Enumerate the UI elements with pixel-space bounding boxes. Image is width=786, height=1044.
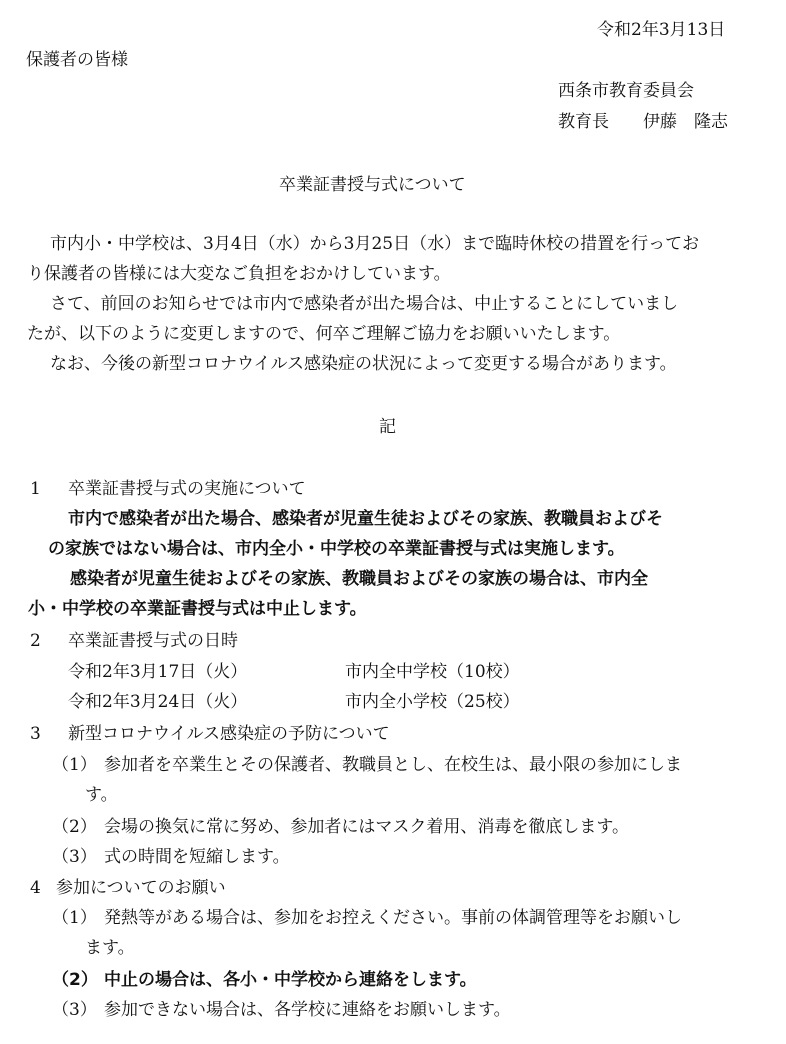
intro-p1-line1: 市内小・中学校は、3月4日（水）から3月25日（水）まで臨時休校の措置を行ってお (50, 234, 700, 254)
schedule-date-1: 令和2年3月17日（火） (68, 662, 248, 682)
section3-item3-line1: 式の時間を短縮します。 (104, 847, 290, 867)
section1-number: 1 (30, 479, 41, 499)
section4-number: 4 (30, 878, 41, 898)
section4-heading: 参加についてのお願い (56, 878, 226, 898)
sender-title: 教育長 (558, 112, 609, 132)
section3-item3-number: （3） (52, 847, 97, 867)
section4-item2-line1: 中止の場合は、各小・中学校から連絡をします。 (104, 970, 477, 990)
section1-bold2-line1: 感染者が児童生徒およびその家族、教職員およびその家族の場合は、市内全 (70, 569, 648, 589)
section4-item3-line1: 参加できない場合は、各学校に連絡をお願いします。 (104, 1000, 511, 1020)
schedule-target-2: 市内全小学校（25校） (345, 692, 520, 712)
section1-heading: 卒業証書授与式の実施について (68, 479, 306, 499)
schedule-target-1: 市内全中学校（10校） (345, 662, 520, 682)
intro-p1-line2: り保護者の皆様には大変なご負担をおかけしています。 (27, 264, 451, 284)
section3-item1-line2: す。 (85, 785, 118, 805)
recipient: 保護者の皆様 (26, 50, 128, 70)
sender-name: 伊藤 隆志 (643, 112, 728, 132)
ki-mark: 記 (379, 417, 396, 437)
intro-p3-line1: なお、今後の新型コロナウイルス感染症の状況によって変更する場合があります。 (50, 354, 677, 374)
schedule-date-2: 令和2年3月24日（火） (68, 692, 248, 712)
section2-heading: 卒業証書授与式の日時 (68, 631, 238, 651)
section3-item2-number: （2） (52, 817, 97, 837)
section4-item3-number: （3） (52, 1000, 97, 1020)
section1-bold1-line2: の家族ではない場合は、市内全小・中学校の卒業証書授与式は実施します。 (48, 539, 625, 559)
section4-item1-line2: ます。 (85, 938, 135, 958)
section3-item1-number: （1） (52, 755, 97, 775)
intro-p2-line2: たが、以下のように変更しますので、何卒ご理解ご協力をお願いいたします。 (27, 324, 621, 344)
section3-heading: 新型コロナウイルス感染症の予防について (68, 724, 390, 744)
section1-bold1-line1: 市内で感染者が出た場合、感染者が児童生徒およびその家族、教職員およびそ (68, 509, 663, 529)
sender-org: 西条市教育委員会 (558, 81, 694, 101)
section3-item1-line1: 参加者を卒業生とその保護者、教職員とし、在校生は、最小限の参加にしま (104, 755, 682, 775)
section4-item1-line1: 発熱等がある場合は、参加をお控えください。事前の体調管理等をお願いし (104, 908, 682, 928)
document-date: 令和2年3月13日 (597, 20, 726, 40)
section4-item1-number: （1） (52, 908, 97, 928)
section3-item2-line1: 会場の換気に常に努め、参加者にはマスク着用、消毒を徹底します。 (104, 817, 629, 837)
section4-item2-number: （2） (52, 970, 98, 990)
section1-bold2-line2: 小・中学校の卒業証書授与式は中止します。 (28, 599, 367, 619)
section3-number: 3 (30, 724, 41, 744)
document-title: 卒業証書授与式について (279, 175, 466, 195)
intro-p2-line1: さて、前回のお知らせでは市内で感染者が出た場合は、中止することにしていまし (50, 294, 679, 314)
section2-number: 2 (30, 631, 41, 651)
